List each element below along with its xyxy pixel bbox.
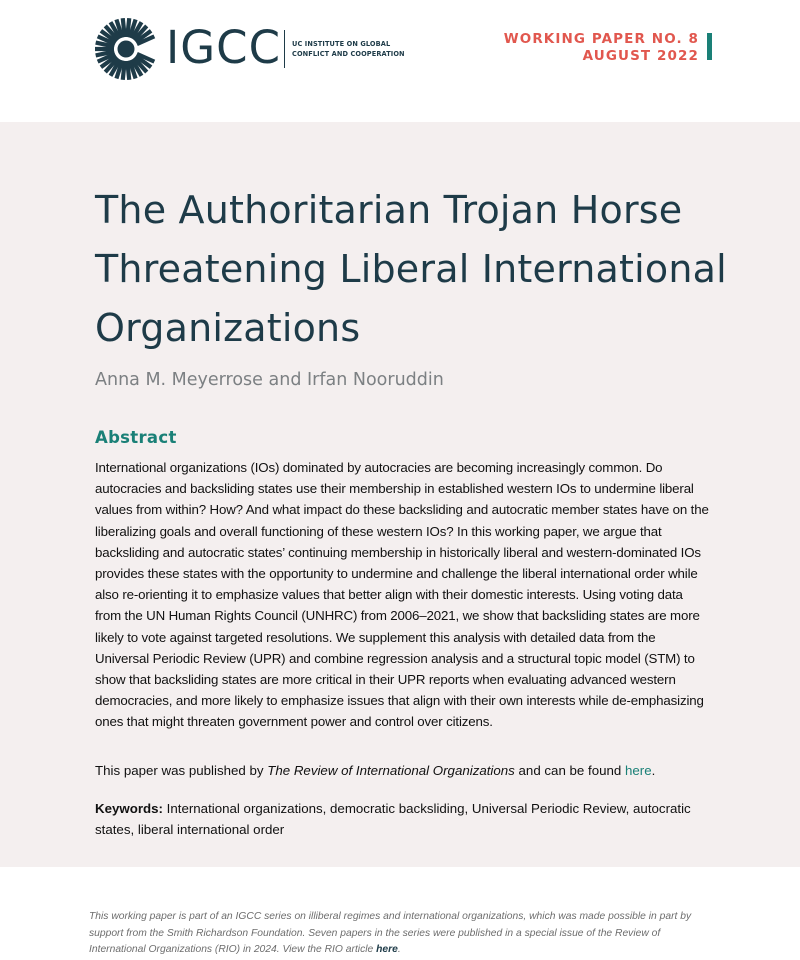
accent-bar <box>707 33 712 60</box>
publication-suffix: . <box>651 763 656 778</box>
abstract-text: International organizations (IOs) dominated by autocracies are becoming increasingly common. Do autocracies and backsliding states use their membership in established western IOs to undermine liberal values from within? How? And what impact do these backsliding and autocratic member states have on the liberalizing goals and overall functioning of these western IOs? In this working paper, we argue that backsliding and autocratic states’ continuing membership in historically liberal and western-dominated IOs provides these states with the opportunity to undermine and challenge the liberal international order while also re-orienting it to emphasize values that better align with their domestic interests. Using voting data from the UN Human Rights Council (UNHRC) from 2006–2021, we show that backsliding states are more likely to vote against targeted resolutions. We supplement this analysis with detailed data from the Universal Periodic Review (UPR) and combine regression analysis and a structural topic model (STM) to show that backsliding states are more critical in their UPR reports when evaluating advanced western democracies, and more likely to emphasize issues that align with their own interests while de-emphasizing ones that might threaten government power and control over citizens. <box>95 460 709 730</box>
footer-note-suffix: . <box>397 944 401 955</box>
igcc-logo-icon <box>93 16 159 82</box>
title-line: Organizations <box>95 306 361 350</box>
logo-ray <box>123 18 125 37</box>
logo-ray <box>127 61 129 80</box>
authors: Anna M. Meyerrose and Irfan Nooruddin <box>95 370 444 390</box>
publication-middle: and can be found <box>514 763 625 778</box>
abstract-heading: Abstract <box>95 428 177 447</box>
logo-divider <box>284 30 285 68</box>
keywords-label: Keywords: <box>95 801 163 816</box>
publication-note <box>95 760 709 781</box>
paper-number: WORKING PAPER NO. 8 <box>503 31 699 47</box>
title-line: The Authoritarian Trojan Horse <box>95 188 683 232</box>
keywords-text: International organizations, democratic backsliding, Universal Periodic Review, autocratic states, liberal international order <box>95 801 691 838</box>
paper-info <box>504 31 699 65</box>
paper-date: AUGUST 2022 <box>582 48 699 64</box>
rio-article-link[interactable]: here <box>376 944 398 955</box>
title-line: Threatening Liberal International <box>95 247 727 291</box>
title-band <box>0 122 800 867</box>
footer-note-text: This working paper is part of an IGCC series on illiberal regimes and international organizations, which was made possible in part by support from the Smith Richardson Foundation. Seven papers in the series were published in a special issue of the Review of International Organizations (RIO) in 2024. View the RIO article <box>89 911 692 955</box>
logo-subtitle-line: UC INSTITUTE ON GLOBAL <box>292 40 391 48</box>
header <box>0 0 800 122</box>
publication-link[interactable]: here <box>625 763 652 778</box>
journal-title: The Review of International Organizations <box>267 763 515 778</box>
keywords <box>95 798 709 840</box>
footer-note <box>89 909 719 959</box>
publication-prefix: This paper was published by <box>95 763 268 778</box>
logo-subtitle <box>292 39 432 59</box>
paper-title <box>95 181 735 358</box>
logo-wordmark: IGCC <box>166 21 281 74</box>
logo-subtitle-line: CONFLICT AND COOPERATION <box>292 50 405 58</box>
